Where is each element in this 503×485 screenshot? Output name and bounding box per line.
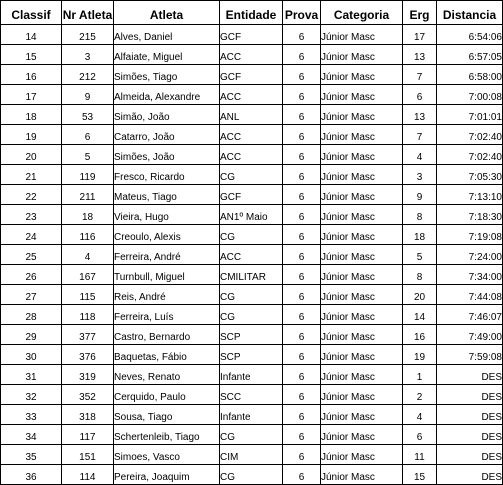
- cell-erg: 7: [403, 125, 437, 145]
- cell-classif: 15: [1, 45, 62, 65]
- cell-atleta: Baquetas, Fábio: [114, 345, 220, 365]
- cell-entidade: CMILITAR: [220, 265, 283, 285]
- table-row: [1, 425, 503, 445]
- table-row: [1, 45, 503, 65]
- cell-erg: 6: [403, 85, 437, 105]
- cell-entidade: GCF: [220, 65, 283, 85]
- cell-distancia: 7:59:08: [437, 345, 503, 365]
- cell-nr-atleta: 211: [62, 185, 114, 205]
- cell-categoria: Júnior Masc: [321, 185, 403, 205]
- table-row: [1, 85, 503, 105]
- cell-nr-atleta: 18: [62, 205, 114, 225]
- cell-categoria: Júnior Masc: [321, 205, 403, 225]
- cell-entidade: CG: [220, 305, 283, 325]
- cell-classif: 14: [1, 25, 62, 45]
- cell-erg: 8: [403, 265, 437, 285]
- header-distancia: Distancia: [437, 1, 503, 25]
- cell-entidade: CG: [220, 165, 283, 185]
- cell-categoria: Júnior Masc: [321, 65, 403, 85]
- cell-categoria: Júnior Masc: [321, 25, 403, 45]
- cell-classif: 22: [1, 185, 62, 205]
- cell-nr-atleta: 9: [62, 85, 114, 105]
- cell-atleta: Ferreira, Luís: [114, 305, 220, 325]
- cell-erg: 5: [403, 245, 437, 265]
- cell-distancia: 7:46:07: [437, 305, 503, 325]
- cell-prova: 6: [283, 165, 321, 185]
- cell-entidade: ACC: [220, 125, 283, 145]
- cell-categoria: Júnior Masc: [321, 405, 403, 425]
- cell-entidade: ACC: [220, 45, 283, 65]
- cell-prova: 6: [283, 385, 321, 405]
- cell-entidade: ANL: [220, 105, 283, 125]
- table-row: [1, 405, 503, 425]
- cell-erg: 2: [403, 385, 437, 405]
- cell-prova: 6: [283, 85, 321, 105]
- cell-classif: 24: [1, 225, 62, 245]
- cell-distancia: 7:00:08: [437, 85, 503, 105]
- cell-atleta: Sousa, Tiago: [114, 405, 220, 425]
- cell-erg: 16: [403, 325, 437, 345]
- cell-atleta: Alfaiate, Miguel: [114, 45, 220, 65]
- cell-categoria: Júnior Masc: [321, 125, 403, 145]
- cell-distancia: 7:44:08: [437, 285, 503, 305]
- cell-classif: 32: [1, 385, 62, 405]
- cell-entidade: ACC: [220, 145, 283, 165]
- cell-entidade: SCC: [220, 385, 283, 405]
- cell-prova: 6: [283, 105, 321, 125]
- table-row: [1, 105, 503, 125]
- cell-categoria: Júnior Masc: [321, 105, 403, 125]
- cell-distancia: DES: [437, 365, 503, 385]
- cell-distancia: 7:02:40: [437, 145, 503, 165]
- cell-distancia: 7:02:40: [437, 125, 503, 145]
- cell-atleta: Ferreira, André: [114, 245, 220, 265]
- table-row: [1, 365, 503, 385]
- cell-atleta: Creoulo, Alexis: [114, 225, 220, 245]
- cell-distancia: DES: [437, 445, 503, 465]
- header-classif: Classif: [1, 1, 62, 25]
- cell-prova: 6: [283, 365, 321, 385]
- cell-nr-atleta: 117: [62, 425, 114, 445]
- cell-categoria: Júnior Masc: [321, 285, 403, 305]
- cell-prova: 6: [283, 225, 321, 245]
- cell-categoria: Júnior Masc: [321, 465, 403, 485]
- cell-atleta: Castro, Bernardo: [114, 325, 220, 345]
- cell-nr-atleta: 377: [62, 325, 114, 345]
- cell-classif: 20: [1, 145, 62, 165]
- cell-distancia: 7:05:30: [437, 165, 503, 185]
- cell-prova: 6: [283, 205, 321, 225]
- cell-categoria: Júnior Masc: [321, 225, 403, 245]
- header-categoria: Categoria: [321, 1, 403, 25]
- cell-erg: 6: [403, 425, 437, 445]
- cell-nr-atleta: 115: [62, 285, 114, 305]
- cell-nr-atleta: 352: [62, 385, 114, 405]
- cell-distancia: 6:58:00: [437, 65, 503, 85]
- header-erg: Erg: [403, 1, 437, 25]
- cell-classif: 21: [1, 165, 62, 185]
- cell-nr-atleta: 118: [62, 305, 114, 325]
- table-row: [1, 465, 503, 485]
- cell-categoria: Júnior Masc: [321, 325, 403, 345]
- cell-classif: 31: [1, 365, 62, 385]
- cell-distancia: 7:18:30: [437, 205, 503, 225]
- cell-erg: 3: [403, 165, 437, 185]
- cell-classif: 19: [1, 125, 62, 145]
- table-row: [1, 165, 503, 185]
- cell-prova: 6: [283, 25, 321, 45]
- table-row: [1, 225, 503, 245]
- cell-categoria: Júnior Masc: [321, 165, 403, 185]
- cell-erg: 18: [403, 225, 437, 245]
- header-nr-atleta: Nr Atleta: [62, 1, 114, 25]
- cell-nr-atleta: 167: [62, 265, 114, 285]
- cell-distancia: 7:49:00: [437, 325, 503, 345]
- cell-atleta: Simão, João: [114, 105, 220, 125]
- cell-nr-atleta: 151: [62, 445, 114, 465]
- cell-distancia: 7:34:00: [437, 265, 503, 285]
- table-row: [1, 325, 503, 345]
- cell-entidade: ACC: [220, 85, 283, 105]
- cell-entidade: CG: [220, 465, 283, 485]
- cell-nr-atleta: 119: [62, 165, 114, 185]
- header-row: [1, 1, 503, 25]
- cell-classif: 33: [1, 405, 62, 425]
- cell-atleta: Neves, Renato: [114, 365, 220, 385]
- table-row: [1, 445, 503, 465]
- table-row: [1, 345, 503, 365]
- cell-classif: 27: [1, 285, 62, 305]
- cell-classif: 34: [1, 425, 62, 445]
- cell-atleta: Simoes, Vasco: [114, 445, 220, 465]
- table-row: [1, 305, 503, 325]
- cell-erg: 4: [403, 405, 437, 425]
- cell-nr-atleta: 212: [62, 65, 114, 85]
- cell-entidade: SCP: [220, 345, 283, 365]
- cell-prova: 6: [283, 325, 321, 345]
- cell-erg: 8: [403, 205, 437, 225]
- cell-distancia: DES: [437, 405, 503, 425]
- cell-nr-atleta: 4: [62, 245, 114, 265]
- cell-categoria: Júnior Masc: [321, 445, 403, 465]
- cell-classif: 29: [1, 325, 62, 345]
- cell-distancia: DES: [437, 465, 503, 485]
- cell-prova: 6: [283, 45, 321, 65]
- cell-erg: 11: [403, 445, 437, 465]
- cell-prova: 6: [283, 285, 321, 305]
- table-row: [1, 65, 503, 85]
- cell-classif: 16: [1, 65, 62, 85]
- cell-atleta: Vieira, Hugo: [114, 205, 220, 225]
- cell-atleta: Pereira, Joaquim: [114, 465, 220, 485]
- cell-atleta: Reis, André: [114, 285, 220, 305]
- cell-classif: 26: [1, 265, 62, 285]
- cell-categoria: Júnior Masc: [321, 45, 403, 65]
- cell-atleta: Fresco, Ricardo: [114, 165, 220, 185]
- table-row: [1, 125, 503, 145]
- cell-nr-atleta: 319: [62, 365, 114, 385]
- cell-nr-atleta: 3: [62, 45, 114, 65]
- cell-distancia: 7:13:10: [437, 185, 503, 205]
- cell-classif: 18: [1, 105, 62, 125]
- cell-atleta: Schertenleib, Tiago: [114, 425, 220, 445]
- cell-categoria: Júnior Masc: [321, 145, 403, 165]
- cell-distancia: DES: [437, 385, 503, 405]
- cell-classif: 23: [1, 205, 62, 225]
- cell-entidade: CG: [220, 425, 283, 445]
- table-row: [1, 265, 503, 285]
- cell-erg: 15: [403, 465, 437, 485]
- cell-prova: 6: [283, 65, 321, 85]
- cell-categoria: Júnior Masc: [321, 425, 403, 445]
- cell-nr-atleta: 6: [62, 125, 114, 145]
- cell-erg: 1: [403, 365, 437, 385]
- cell-erg: 17: [403, 25, 437, 45]
- cell-nr-atleta: 114: [62, 465, 114, 485]
- cell-erg: 20: [403, 285, 437, 305]
- cell-atleta: Alves, Daniel: [114, 25, 220, 45]
- cell-classif: 35: [1, 445, 62, 465]
- cell-prova: 6: [283, 185, 321, 205]
- cell-erg: 4: [403, 145, 437, 165]
- cell-prova: 6: [283, 405, 321, 425]
- cell-distancia: 7:01:01: [437, 105, 503, 125]
- table-row: [1, 25, 503, 45]
- table-row: [1, 185, 503, 205]
- cell-entidade: GCF: [220, 185, 283, 205]
- cell-classif: 17: [1, 85, 62, 105]
- cell-categoria: Júnior Masc: [321, 385, 403, 405]
- cell-distancia: 6:54:06: [437, 25, 503, 45]
- table-row: [1, 145, 503, 165]
- cell-erg: 7: [403, 65, 437, 85]
- cell-prova: 6: [283, 145, 321, 165]
- cell-entidade: Infante: [220, 405, 283, 425]
- cell-erg: 13: [403, 105, 437, 125]
- cell-distancia: 6:57:05: [437, 45, 503, 65]
- cell-prova: 6: [283, 305, 321, 325]
- cell-atleta: Turnbull, Miguel: [114, 265, 220, 285]
- cell-entidade: CIM: [220, 445, 283, 465]
- cell-categoria: Júnior Masc: [321, 265, 403, 285]
- cell-prova: 6: [283, 345, 321, 365]
- cell-categoria: Júnior Masc: [321, 85, 403, 105]
- cell-nr-atleta: 5: [62, 145, 114, 165]
- cell-prova: 6: [283, 245, 321, 265]
- cell-atleta: Cerquido, Paulo: [114, 385, 220, 405]
- cell-classif: 36: [1, 465, 62, 485]
- cell-prova: 6: [283, 265, 321, 285]
- cell-atleta: Mateus, Tiago: [114, 185, 220, 205]
- cell-entidade: CG: [220, 225, 283, 245]
- cell-prova: 6: [283, 465, 321, 485]
- cell-distancia: 7:19:08: [437, 225, 503, 245]
- cell-categoria: Júnior Masc: [321, 345, 403, 365]
- cell-entidade: GCF: [220, 25, 283, 45]
- cell-classif: 28: [1, 305, 62, 325]
- cell-distancia: 7:24:00: [437, 245, 503, 265]
- cell-classif: 25: [1, 245, 62, 265]
- cell-erg: 14: [403, 305, 437, 325]
- cell-entidade: ACC: [220, 245, 283, 265]
- cell-entidade: Infante: [220, 365, 283, 385]
- cell-atleta: Catarro, João: [114, 125, 220, 145]
- header-prova: Prova: [283, 1, 321, 25]
- cell-nr-atleta: 215: [62, 25, 114, 45]
- table-row: [1, 205, 503, 225]
- cell-nr-atleta: 318: [62, 405, 114, 425]
- header-atleta: Atleta: [114, 1, 220, 25]
- cell-prova: 6: [283, 445, 321, 465]
- cell-atleta: Simões, João: [114, 145, 220, 165]
- table-row: [1, 245, 503, 265]
- cell-categoria: Júnior Masc: [321, 245, 403, 265]
- cell-entidade: AN1º Maio: [220, 205, 283, 225]
- cell-prova: 6: [283, 425, 321, 445]
- cell-categoria: Júnior Masc: [321, 365, 403, 385]
- cell-nr-atleta: 376: [62, 345, 114, 365]
- cell-categoria: Júnior Masc: [321, 305, 403, 325]
- cell-entidade: SCP: [220, 325, 283, 345]
- header-entidade: Entidade: [220, 1, 283, 25]
- cell-nr-atleta: 116: [62, 225, 114, 245]
- cell-atleta: Simões, Tiago: [114, 65, 220, 85]
- cell-nr-atleta: 53: [62, 105, 114, 125]
- cell-distancia: DES: [437, 425, 503, 445]
- cell-prova: 6: [283, 125, 321, 145]
- cell-atleta: Almeida, Alexandre: [114, 85, 220, 105]
- table-row: [1, 285, 503, 305]
- cell-entidade: CG: [220, 285, 283, 305]
- cell-erg: 19: [403, 345, 437, 365]
- table-row: [1, 385, 503, 405]
- cell-erg: 13: [403, 45, 437, 65]
- cell-erg: 9: [403, 185, 437, 205]
- cell-classif: 30: [1, 345, 62, 365]
